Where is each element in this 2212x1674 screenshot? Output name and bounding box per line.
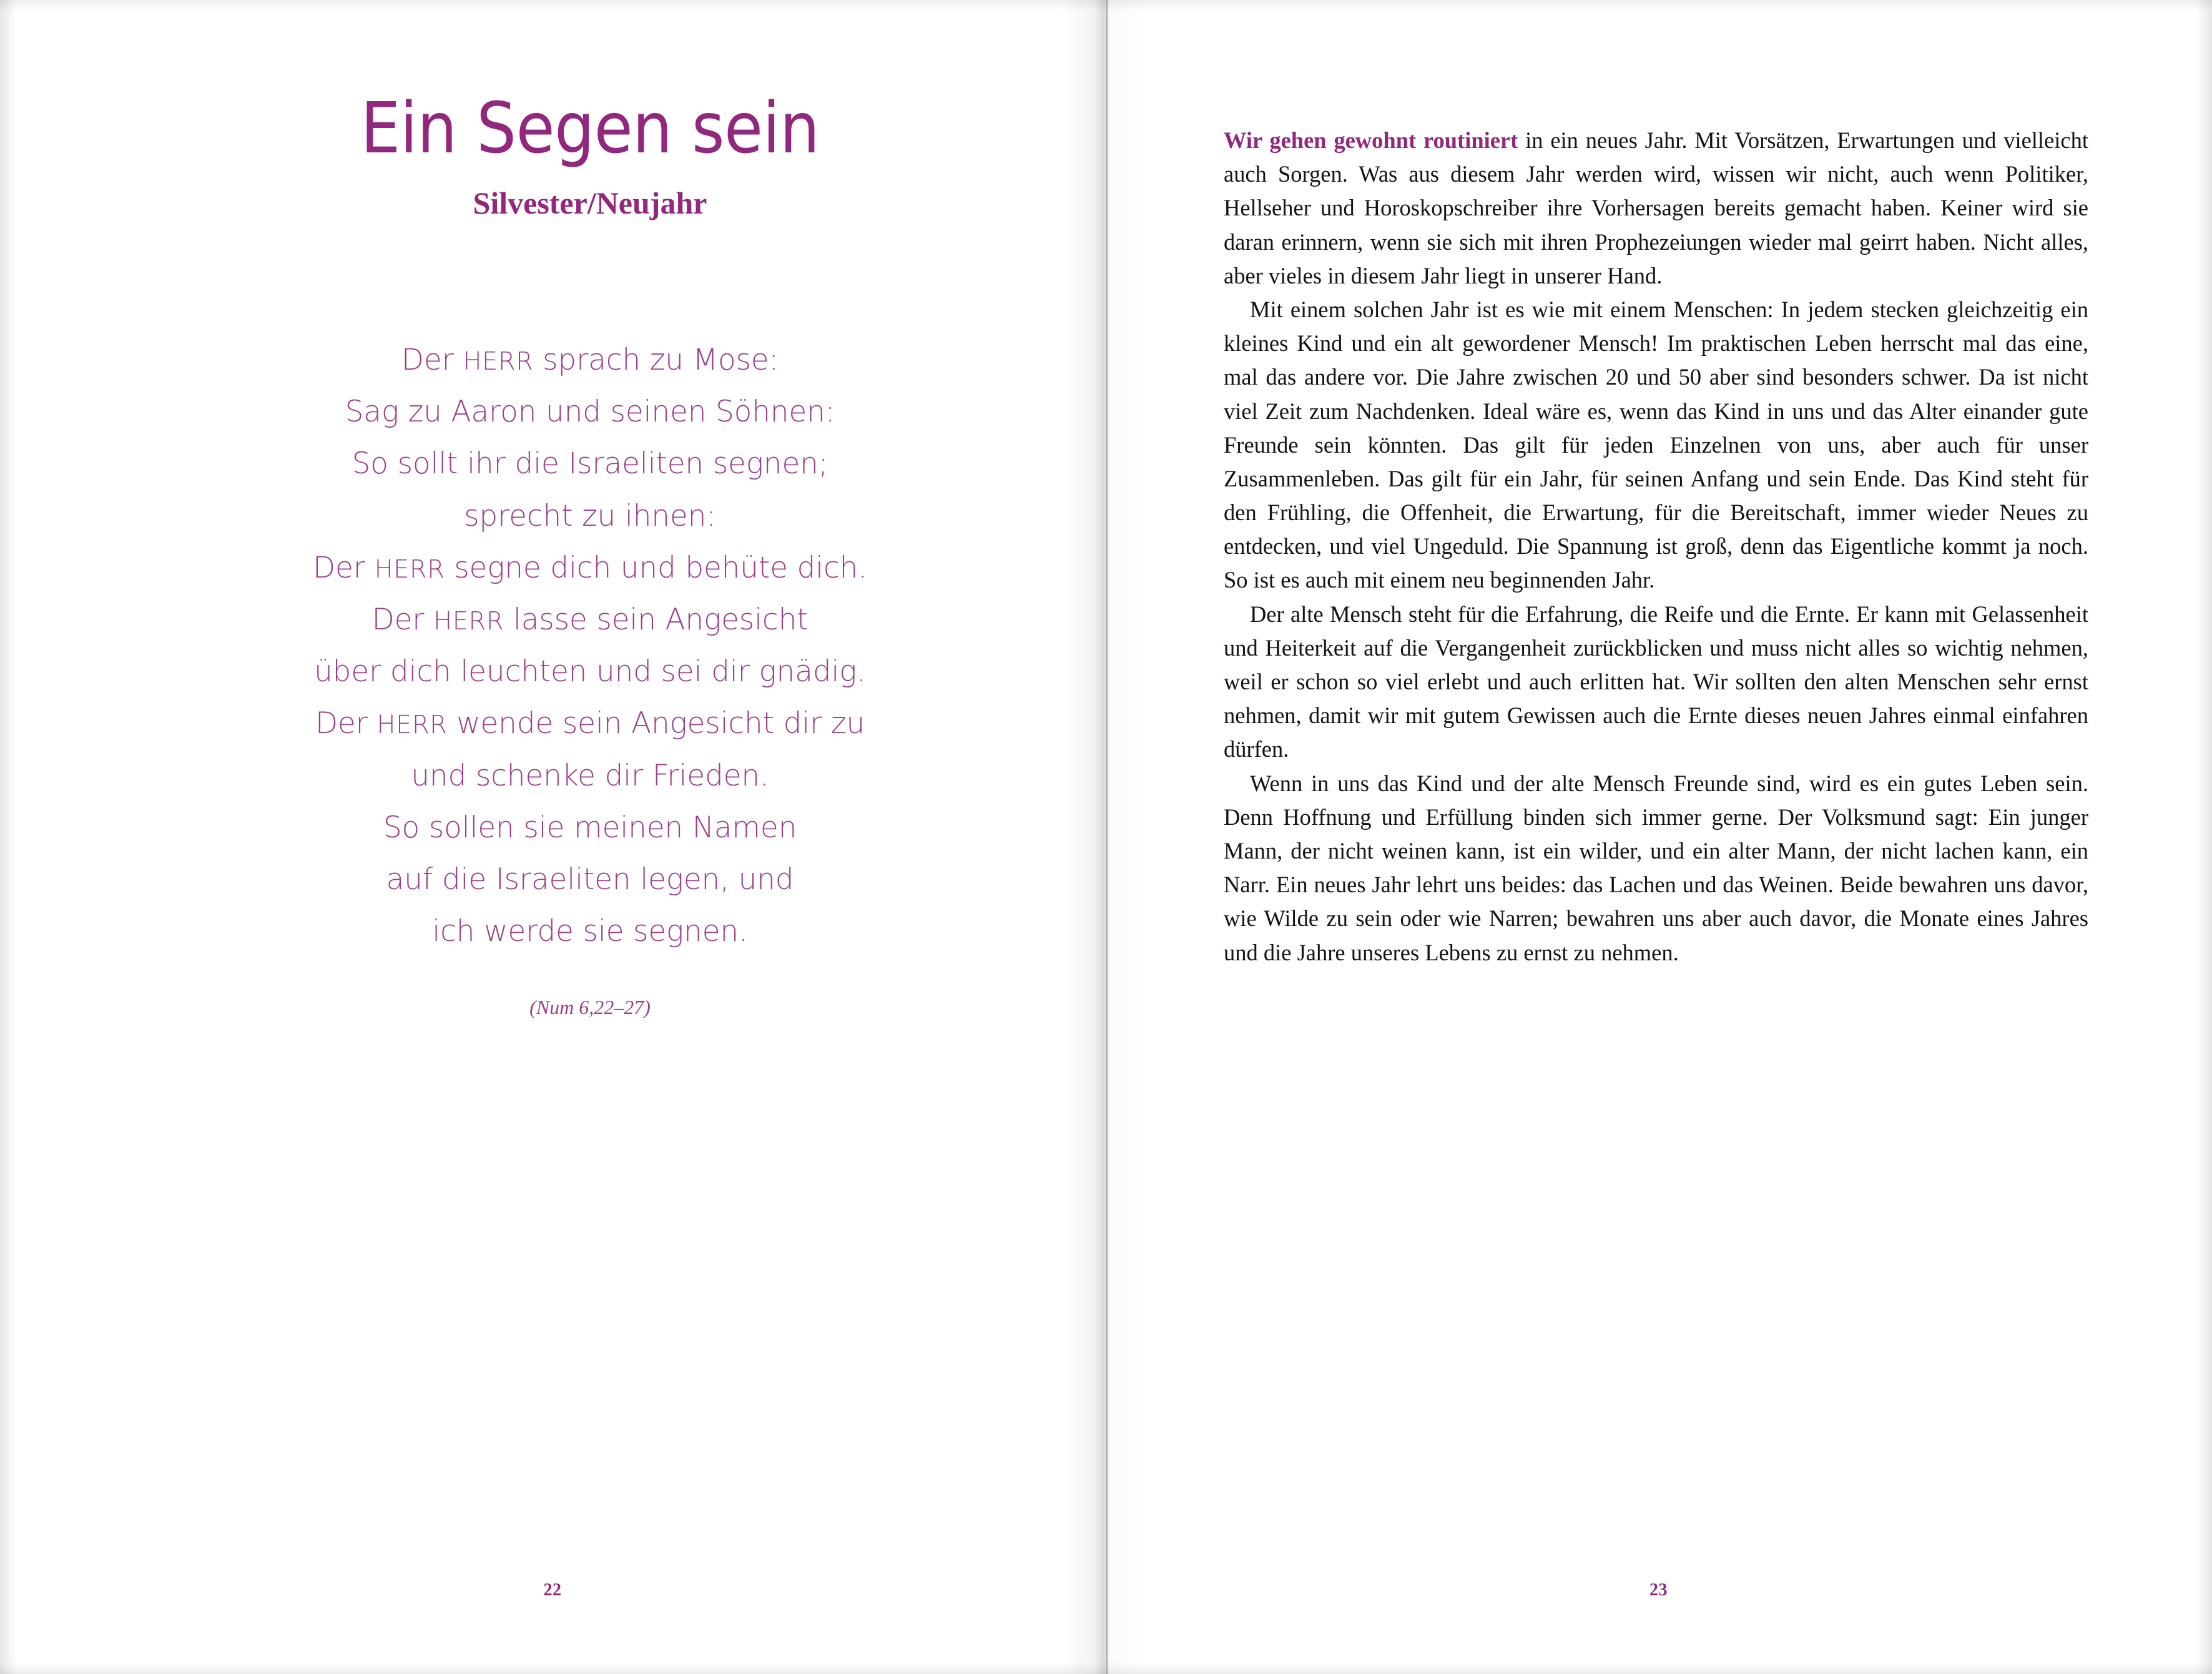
verse-line: Der HERR sprach zu Mose: <box>401 343 779 377</box>
body-text-column <box>1224 124 2088 970</box>
chapter-subtitle: Silvester/Neujahr <box>473 185 707 220</box>
paragraph: Der alte Mensch steht für die Erfahrung, die Reife und die Ernte. Er kann mit Gelassenheit und Heiterkeit auf die Vergangenheit zurückblicken und muss nicht alles so wichtig nehmen, weil er schon so viel erlebt und auch erlitten hat. Wir sollten den alten Menschen sehr ernst nehmen, damit wir mit gutem Gewissen auch die Ernte dieses neuen Jahres einmal einfahren dürfen. <box>1224 601 2088 762</box>
paragraph <box>1224 124 2088 293</box>
verse-line: So sollt ihr die Israeliten segnen; <box>351 446 828 481</box>
verse-line: Der HERR wende sein Angesicht dir zu <box>315 706 865 741</box>
chapter-opening-block <box>250 88 930 1019</box>
page-edge-shadow-top-right <box>1105 0 2212 11</box>
verse-line: sprecht zu ihnen: <box>464 498 716 533</box>
paragraph: Mit einem solchen Jahr ist es wie mit einem Menschen: In jedem stecken gleichzeitig ein kleines Kind und ein alt gewordener Mensch! Im praktischen Leben herrscht mal das eine, mal das andere vor. Die Jahre zwischen 20 und 50 aber sind besonders schwer. Da ist nicht viel Zeit zum Nachdenken. Ideal wäre es, wenn das Kind in uns und das Alter einander gute Freunde sein könnten. Das gilt für jeden Einzelnen von uns, aber auch für unser Zusammenleben. Das gilt für ein Jahr, für seinen Anfang und sein Ende. Das Kind steht für den Frühling, die Offenheit, die Erwartung, für die Bereitschaft, immer wieder Neues zu entdecken, und viel Ungeduld. Die Spannung ist groß, denn das Eigentliche kommt ja noch. So ist es auch mit einem neu beginnenden Jahr. <box>1224 296 2088 593</box>
left-page <box>0 0 1105 1674</box>
verse-line: So sollen sie meinen Namen <box>383 810 797 845</box>
page-number-left: 22 <box>543 1580 562 1600</box>
page-edge-shadow-top-left <box>0 0 1105 11</box>
verse-line: über dich leuchten und sei dir gnädig. <box>314 654 866 689</box>
scripture-verse <box>250 334 930 957</box>
page-edge-shadow-bottom-right <box>1105 1663 2212 1674</box>
verse-line: ich werde sie segnen. <box>432 914 748 949</box>
paragraph: Wenn in uns das Kind und der alte Mensch Freunde sind, wird es ein gutes Leben sein. Denn Hoffnung und Erfüllung binden sich immer gerne. Der Volksmund sagt: Ein junger Mann, der nicht weinen kann, ist ein wilder, und ein alter Mann, der nicht lachen kann, ein Narr. Ein neues Jahr lehrt uns beides: das Lachen und das Weinen. Beide bewahren uns davor, wie Wilde zu sein oder wie Narren; bewahren uns aber auch davor, die Monate eines Jahres und die Jahre unseres Lebens zu ernst zu nehmen. <box>1224 770 2088 965</box>
page-number-right: 23 <box>1649 1580 1668 1600</box>
page-edge-shadow-bottom-left <box>0 1663 1105 1674</box>
page-edge-shadow-right <box>2196 0 2212 1674</box>
page-title: Ein Segen sein <box>360 88 820 169</box>
verse-line: auf die Israeliten legen, und <box>386 862 794 897</box>
verse-line: Der HERR lasse sein Angesicht <box>371 602 809 637</box>
verse-line: Sag zu Aaron und seinen Söhnen: <box>345 395 835 430</box>
lead-in-phrase: Wir gehen gewohnt routiniert <box>1224 127 1518 153</box>
verse-reference: (Num 6,22–27) <box>529 996 651 1019</box>
verse-line: und schenke dir Frieden. <box>411 758 769 793</box>
verse-line: Der HERR segne dich und behüte dich. <box>313 550 867 585</box>
right-page <box>1105 0 2212 1674</box>
paragraph-text: in ein neues Jahr. Mit Vorsätzen, Erwartungen und vielleicht auch Sorgen. Was aus diesem Jahr werden wird, wissen wir nicht, auch wenn Politiker, Hellseher und Horoskopschreiber ihre Vorhersagen bereits gemacht haben. Keiner wird sie daran erinnern, wenn sie sich mit ihren Prophezeiungen wieder mal geirrt haben. Nicht alles, aber vieles in diesem Jahr liegt in unserer Hand. <box>1224 127 2088 288</box>
page-edge-shadow-left <box>0 0 16 1674</box>
